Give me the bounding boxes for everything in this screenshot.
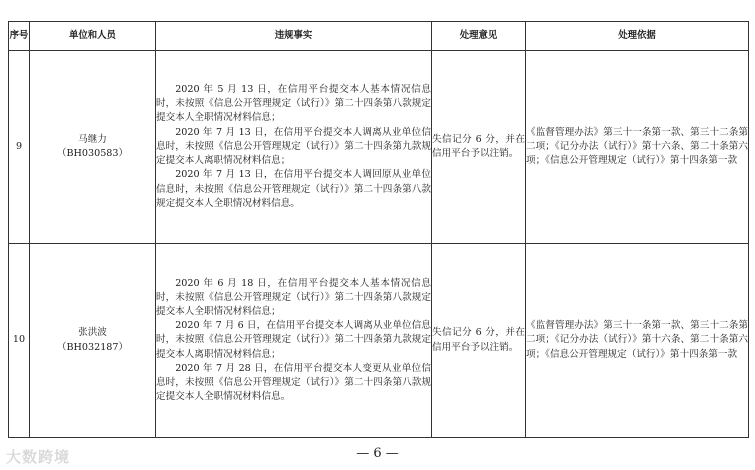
row-seq: 9: [9, 51, 30, 244]
person-name: 张洪波: [78, 327, 107, 339]
fact-item: 2020 年 7 月 13 日，在信用平台提交本人调离从业单位信息时，未按照《信息公开管理规定（试行）》第二十四条第九款规定提交本人离职情况材料信息；: [156, 126, 431, 167]
fact-item: 2020 年 5 月 13 日，在信用平台提交本人基本情况信息时，未按照《信息公开管理规定（试行）》第二十四条第八款规定提交本人全职情况材料信息；: [156, 84, 431, 124]
table-row: [9, 51, 749, 244]
person-code: （BH030583）: [56, 148, 129, 159]
watermark-logo: 大数跨境: [6, 448, 71, 466]
header-facts: 违规事实: [156, 22, 432, 51]
table-row: [9, 244, 749, 438]
fact-item: 2020 年 7 月 28 日，在信用平台提交本人变更从业单位信息时，未按照《信息公开管理规定（试行）》第二十四条第八款规定提交本人全职情况材料信息。: [156, 362, 431, 403]
person-code: （BH032187）: [56, 341, 129, 353]
header-seq: 序号: [9, 22, 30, 51]
page-number: — 6 —: [356, 446, 399, 461]
row-seq: 10: [9, 244, 30, 438]
row-facts: [156, 51, 432, 244]
header-opinion: 处理意见: [432, 22, 526, 51]
header-basis: 处理依据: [526, 22, 749, 51]
fact-item: 2020 年 7 月 6 日，在信用平台提交本人调离从业单位信息时，未按照《信息公开管理规定（试行）》第二十四条第九款规定提交本人离职情况材料信息；: [156, 320, 431, 360]
row-facts: [156, 244, 432, 438]
fact-item: 2020 年 6 月 18 日，在信用平台提交本人基本情况信息时，未按照《信息公开管理规定（试行）》第二十四条第八款规定提交本人全职情况材料信息；: [156, 277, 431, 317]
row-opinion: 失信记分 6 分，并在信用平台予以注销。: [432, 244, 526, 438]
row-unit: [30, 51, 156, 244]
header-unit: 单位和人员: [30, 22, 156, 51]
person-name: 马继力: [78, 133, 107, 145]
table-header-row: [9, 22, 749, 51]
fact-item: 2020 年 7 月 13 日，在信用平台提交本人调回原从业单位信息时，未按照《信息公开管理规定（试行）》第二十四条第八款规定提交本人全职情况材料信息。: [156, 169, 431, 209]
violation-table: [8, 21, 749, 438]
row-opinion: 失信记分 6 分，并在信用平台予以注销。: [432, 51, 526, 244]
row-unit: [30, 244, 156, 438]
row-basis: 《监督管理办法》第三十一条第一款、第三十二条第二项；《记分办法（试行）》第十六条、第二十条第六项；《信息公开管理规定（试行）》第十四条第一款: [526, 244, 749, 438]
row-basis: 《监督管理办法》第三十一条第一款、第三十二条第二项；《记分办法（试行）》第十六条、第二十条第六项；《信息公开管理规定（试行）》第十四条第一款: [526, 51, 749, 244]
